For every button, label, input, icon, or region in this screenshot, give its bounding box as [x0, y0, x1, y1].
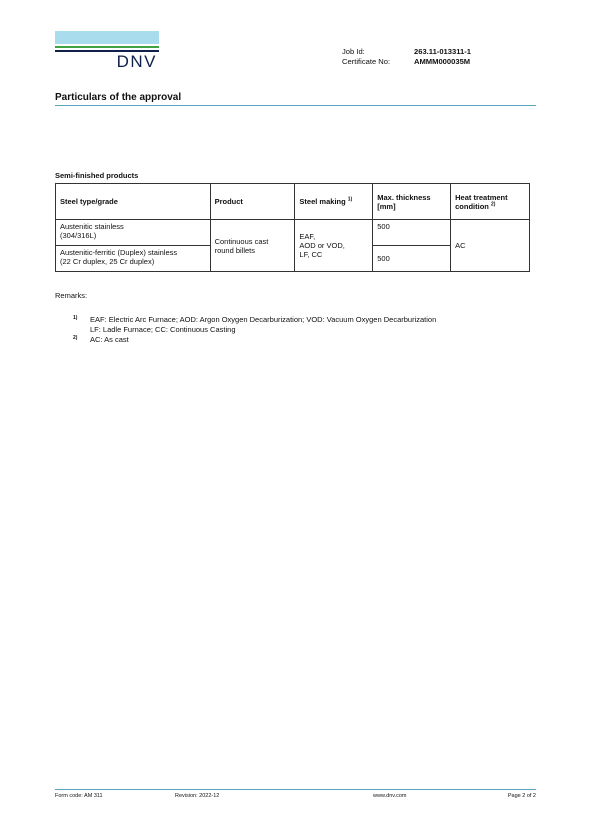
footnote-text: EAF: Electric Arc Furnace; AOD: Argon Oxygen Decarburization; VOD: Vacuum Oxygen Decarburization LF: Ladle Furnace; CC: Continuous Casting [90, 315, 437, 334]
header-product: Product [210, 184, 295, 220]
footnote-2 [73, 335, 530, 345]
job-id-value: 263.11-013311-1 [414, 47, 472, 56]
certificate-value: AMMM000035M [414, 57, 471, 66]
header-heat-treatment: Heat treatment condition $^{2)}$ [451, 184, 530, 220]
footnote-mark: 2) [73, 335, 78, 341]
header-steel-making: Steel making $^{1)}$ [295, 184, 373, 220]
table-row [56, 220, 530, 246]
header-grade: Steel type/grade [56, 184, 211, 220]
footer-website[interactable]: www.dnv.com [373, 793, 407, 799]
page-footer [55, 789, 536, 799]
subheading: Semi-finished products [55, 171, 139, 180]
certificate-label: Certificate No: [342, 57, 391, 66]
footer-page-number: Page 2 of 2 [507, 793, 536, 799]
footnote-ref-1: 1) [347, 196, 353, 203]
footnote-1 [73, 315, 530, 334]
product-cell: Continuous cast round billets [210, 220, 295, 272]
job-id-row [342, 47, 471, 57]
products-table [55, 183, 530, 272]
thickness-cell: 500 [373, 220, 451, 246]
steel-making-cell: EAF, AOD or VOD, LF, CC [295, 220, 373, 272]
footnote-ref-2: 2) [490, 201, 496, 207]
header-meta [342, 47, 471, 67]
job-id-label: Job Id: [342, 47, 365, 56]
footer-revision: Revision: 2022-12 [175, 793, 220, 799]
header-thickness: Max. thickness [mm] [373, 184, 451, 220]
footnote-mark: 1) [73, 315, 78, 321]
thickness-cell: 500 [373, 246, 451, 272]
footnote-text: AC: As cast [90, 335, 129, 344]
logo-bar-green [55, 46, 159, 48]
dnv-logo [55, 31, 159, 71]
table-header-row [56, 184, 530, 220]
certificate-row [342, 57, 471, 67]
section-title: Particulars of the approval [55, 92, 536, 106]
footer-form-code: Form code: AM 311 [55, 793, 103, 799]
logo-bar-light [55, 31, 159, 44]
heat-treatment-cell: AC [451, 220, 530, 272]
remarks-label: Remarks: [55, 291, 88, 300]
grade-cell: Austenitic-ferritic (Duplex) stainless (22 Cr duplex, 25 Cr duplex) [56, 246, 211, 272]
logo-text: DNV [116, 52, 157, 71]
grade-cell: Austenitic stainless (304/316L) [56, 220, 211, 246]
